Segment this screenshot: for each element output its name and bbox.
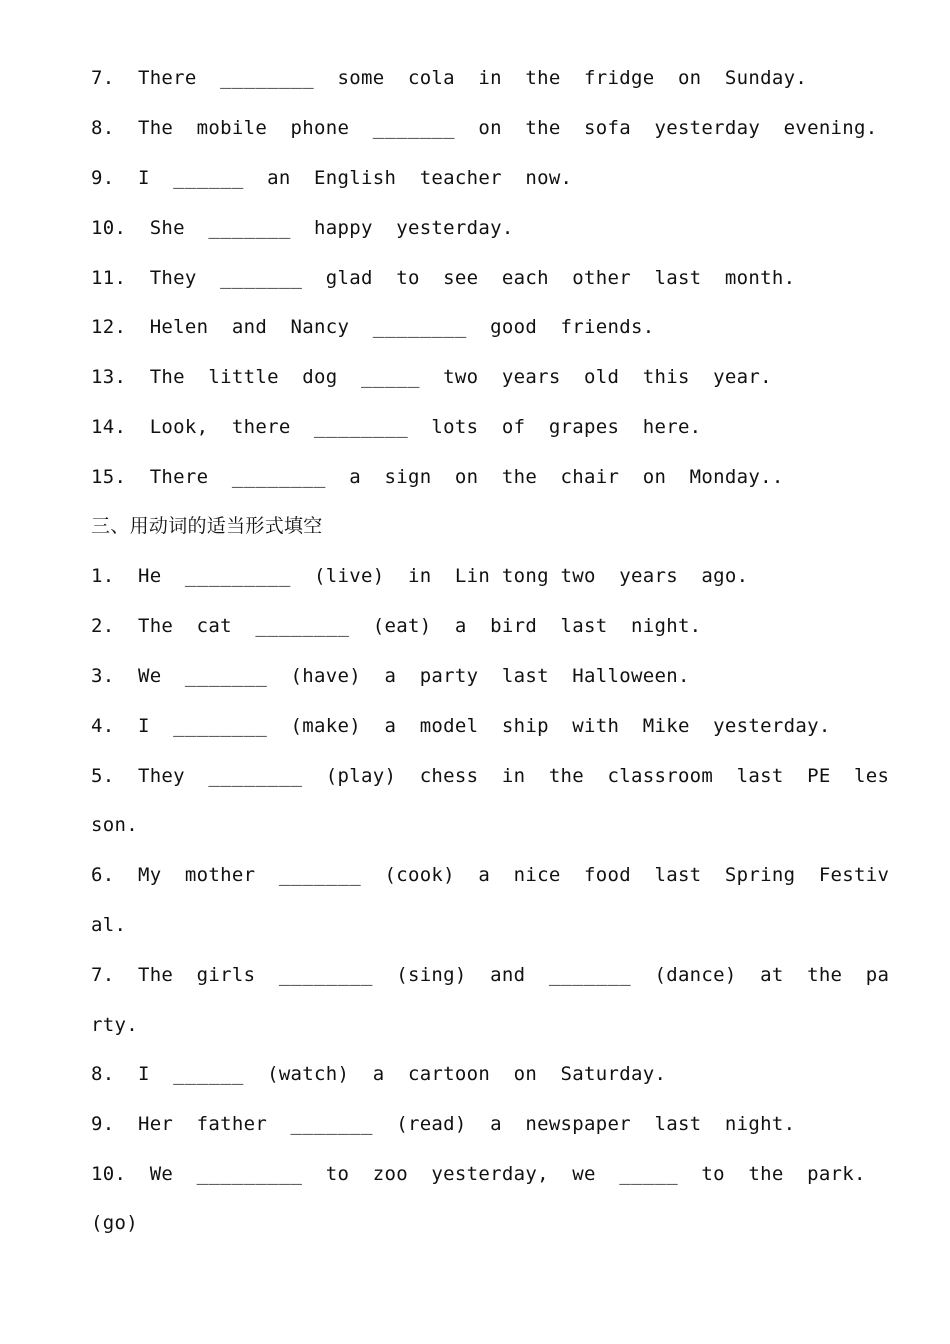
exercise-line-14: 14. Look, there ________ lots of grapes here.	[91, 416, 702, 438]
verb-exercise-6-wrap: al.	[91, 914, 127, 936]
exercise-line-13: 13. The little dog _____ two years old this year.	[91, 366, 772, 388]
verb-exercise-1: 1. He _________ (live) in Lin tong two years ago.	[91, 565, 749, 587]
exercise-line-8: 8. The mobile phone _______ on the sofa yesterday evening.	[91, 117, 878, 139]
verb-exercise-5-wrap: son.	[91, 814, 138, 836]
verb-exercise-4: 4. I ________ (make) a model ship with Mike yesterday.	[91, 715, 831, 737]
verb-exercise-5: 5. They ________ (play) chess in the classroom last PE les	[91, 765, 890, 787]
exercise-line-15: 15. There ________ a sign on the chair on Monday..	[91, 466, 784, 488]
verb-exercise-8: 8. I ______ (watch) a cartoon on Saturday.	[91, 1063, 667, 1085]
verb-exercise-7: 7. The girls ________ (sing) and _______ (dance) at the pa	[91, 964, 890, 986]
verb-exercise-3: 3. We _______ (have) a party last Halloween.	[91, 665, 690, 687]
verb-exercise-10-wrap: (go)	[91, 1212, 138, 1234]
verb-exercise-9: 9. Her father _______ (read) a newspaper last night.	[91, 1113, 796, 1135]
verb-exercise-6: 6. My mother _______ (cook) a nice food last Spring Festiv	[91, 864, 890, 886]
exercise-line-10: 10. She _______ happy yesterday.	[91, 217, 514, 239]
verb-exercise-10: 10. We _________ to zoo yesterday, we _____ to the park.	[91, 1163, 866, 1185]
verb-exercise-2: 2. The cat ________ (eat) a bird last night.	[91, 615, 702, 637]
verb-exercise-7-wrap: rty.	[91, 1014, 138, 1036]
exercise-line-9: 9. I ______ an English teacher now.	[91, 167, 573, 189]
exercise-line-11: 11. They _______ glad to see each other last month.	[91, 267, 796, 289]
section-heading: 三、用动词的适当形式填空	[91, 515, 323, 537]
exercise-line-7: 7. There ________ some cola in the fridge on Sunday.	[91, 67, 808, 89]
exercise-line-12: 12. Helen and Nancy ________ good friends.	[91, 316, 655, 338]
